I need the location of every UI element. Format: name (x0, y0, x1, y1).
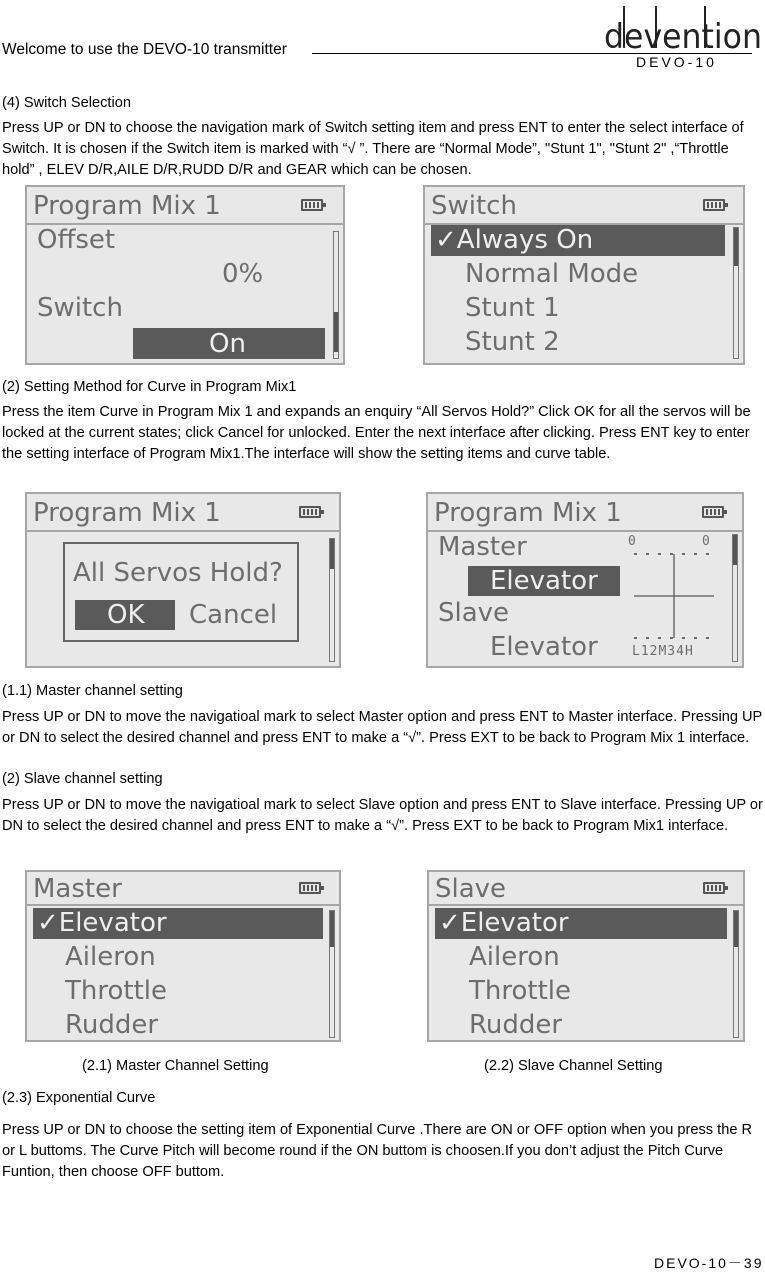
lcd-title: Switch (431, 191, 517, 221)
lcd-slave (427, 870, 745, 1042)
switch-heading: (4) Switch Selection (2, 95, 131, 111)
master-label: Master (438, 532, 527, 562)
offset-value: 0% (222, 259, 264, 289)
lcd-program-mix-curve (426, 492, 744, 668)
curve-top-left: 0 (628, 534, 636, 549)
slave-value: Elevator (490, 632, 598, 662)
curve-heading: (2) Setting Method for Curve in Program Mix1 (2, 379, 297, 395)
master-heading: (1.1) Master channel setting (2, 683, 183, 699)
master-item: Throttle (65, 976, 167, 1006)
battery-icon (299, 506, 321, 518)
slave-label: Slave (438, 598, 510, 628)
scrollbar (329, 910, 335, 1038)
master-caption: (2.1) Master Channel Setting (82, 1058, 269, 1074)
scrollbar (333, 231, 339, 359)
curve-axis-labels: L12M34H (632, 644, 694, 659)
lcd-title: Program Mix 1 (33, 498, 221, 528)
page-number: DEVO-10－39 (654, 1255, 764, 1271)
switch-body: Press UP or DN to choose the navigation mark of Switch setting item and press ENT to enter the select interface of Switch. It is chosen if the Switch item is marked with “√ ”. There are “Normal Mode”, "Stunt 1", "Stunt 2" ,“Throttle hold” , ELEV D/R,AILE D/R,RUDD D/R and GEAR which can be chosen. (2, 120, 744, 178)
scrollbar (733, 227, 739, 359)
lcd-divider (429, 904, 743, 906)
dialog-question: All Servos Hold? (73, 558, 283, 588)
scrollbar (733, 910, 739, 1038)
switch-label: Switch (37, 293, 123, 323)
lcd-master (25, 870, 341, 1042)
expo-heading: (2.3) Exponential Curve (2, 1090, 156, 1106)
lcd-title: Program Mix 1 (33, 191, 221, 221)
ok-button[interactable]: OK (107, 600, 145, 630)
battery-icon (703, 882, 725, 894)
switch-item: Stunt 1 (465, 293, 560, 323)
slave-caption: (2.2) Slave Channel Setting (484, 1058, 663, 1074)
header-title: Welcome to use the DEVO-10 transmitter (2, 41, 287, 58)
lcd-program-mix-1 (25, 185, 345, 365)
curve-body: Press the item Curve in Program Mix 1 and expands an enquiry “All Servos Hold?” Click OK for all the servos will be locked at the current states; click Cancel for unlocked. Enter the next interface after clicking. Press ENT key to enter the setting interface of Program Mix1.The interface will show the setting items and curve table. (2, 404, 751, 462)
slave-item: Throttle (469, 976, 571, 1006)
master-body: Press UP or DN to move the navigatioal mark to select Master option and press ENT to Master interface. Pressing UP or DN to select the desired channel and press ENT to make a “√”. Press EXT to be back to Program Mix 1 interface. (2, 709, 763, 746)
slave-item: ✓Elevator (439, 908, 569, 938)
scrollbar (329, 538, 335, 662)
battery-icon (299, 882, 321, 894)
logo-wordmark: devention (604, 17, 762, 56)
offset-label: Offset (37, 225, 116, 255)
master-item: ✓Elevator (37, 908, 167, 938)
lcd-title: Slave (435, 874, 507, 904)
lcd-switch (423, 185, 745, 365)
lcd-servo-hold (25, 492, 341, 668)
header-model: DEVO-10 (636, 54, 717, 70)
slave-body: Press UP or DN to move the navigatioal mark to select Slave option and press ENT to Slave interface. Pressing UP or DN to select the desired channel and press ENT to make a “√”. Press EXT to be back to Program Mix1 interface. (2, 797, 763, 834)
cancel-button[interactable]: Cancel (189, 600, 278, 630)
switch-value: On (209, 329, 246, 359)
switch-item: Normal Mode (465, 259, 639, 289)
curve-top-right: 0 (702, 534, 710, 549)
master-item: Rudder (65, 1010, 159, 1040)
switch-item: Stunt 2 (465, 327, 560, 357)
lcd-divider (27, 904, 339, 906)
battery-icon (702, 506, 724, 518)
battery-icon (703, 199, 725, 211)
lcd-title: Master (33, 874, 122, 904)
slave-item: Rudder (469, 1010, 563, 1040)
switch-item: ✓Always On (435, 225, 594, 255)
master-value: Elevator (490, 566, 598, 596)
slave-heading: (2) Slave channel setting (2, 771, 163, 787)
slave-item: Aileron (469, 942, 560, 972)
battery-icon (301, 199, 323, 211)
scrollbar (732, 534, 738, 662)
master-item: Aileron (65, 942, 156, 972)
devention-logo (604, 4, 764, 56)
curve-graph (634, 550, 714, 642)
lcd-divider (27, 530, 339, 532)
lcd-title: Program Mix 1 (434, 498, 622, 528)
expo-body: Press UP or DN to choose the setting item of Exponential Curve .There are ON or OFF option when you press the R or L buttoms. The Curve Pitch will become round if the ON buttom is choosen.If you don’t adjust the Pitch Curve Funtion, then choose OFF buttom. (2, 1122, 753, 1180)
